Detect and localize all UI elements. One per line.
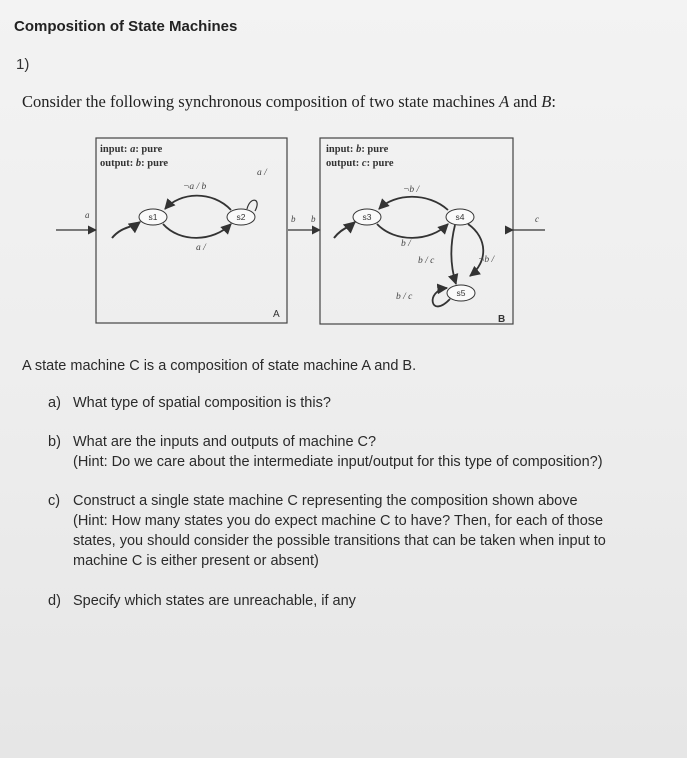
s1-initial-arrow (112, 222, 140, 238)
question-d-line-1: Specify which states are unreachable, if any (73, 593, 356, 609)
prompt-text-post: : (551, 92, 556, 111)
connector-label-left: b (291, 214, 296, 224)
question-c-line-1: Construct a single state machine C representing the composition shown above (73, 493, 578, 509)
question-c-line-4: machine C is either present or absent) (73, 553, 319, 569)
question-d (48, 591, 356, 611)
composition-diagram (0, 0, 687, 340)
machine-a-output: output: b: pure (100, 158, 169, 169)
question-c-line-3: states, you should consider the possible transitions that can be taken when input to (73, 533, 606, 549)
state-s3-label: s3 (362, 212, 372, 222)
description-text: A state machine C is a composition of state machine A and B. (22, 358, 417, 374)
machine-b-name: B (498, 314, 506, 325)
b-s4-self-loop (468, 224, 483, 276)
machine-a-name: A (273, 309, 280, 320)
question-c-line-2: (Hint: How many states you do expect machine C to have? Then, for each of those (73, 513, 604, 529)
machine-b-input: input: b: pure (326, 144, 389, 155)
question-c-letter: c) (48, 493, 61, 509)
a-transition-top-label: ¬a / b (183, 182, 207, 192)
a-transition-top (165, 196, 231, 210)
page-title: Composition of State Machines (14, 18, 238, 35)
s3-initial-arrow (334, 222, 355, 238)
b-s4-self-label: ¬b / (478, 255, 495, 265)
a-s2-self-loop (247, 200, 257, 211)
b-transition-s3-s4 (377, 224, 448, 238)
b-transition-s4-s5 (451, 225, 456, 284)
state-s5-label: s5 (456, 288, 466, 298)
question-a (48, 393, 331, 413)
question-number: 1) (16, 56, 30, 73)
prompt-text-pre: Consider the following synchronous composition of two state machines (22, 92, 500, 111)
b-transition-top-label: ¬b / (403, 185, 420, 195)
connector-label-right: b (311, 214, 316, 224)
state-s4-label: s4 (455, 212, 465, 222)
b-transition-s3-s4-label: b / (401, 239, 411, 249)
prompt-machine-b: B (541, 92, 552, 111)
b-transition-top (379, 197, 448, 210)
a-transition-bottom-label: a / (196, 243, 206, 253)
question-b-letter: b) (48, 434, 61, 450)
b-transition-s4-s5-label: b / c (418, 256, 435, 266)
question-c (48, 491, 606, 571)
question-b-line-2: (Hint: Do we care about the intermediate input/output for this type of composition?) (73, 454, 603, 470)
a-transition-bottom (163, 224, 231, 238)
machine-b-output: output: c: pure (326, 158, 394, 169)
machine-a-input: input: a: pure (100, 144, 163, 155)
question-d-letter: d) (48, 593, 61, 609)
a-s2-self-label: a / (257, 168, 267, 178)
state-s1-label: s1 (148, 212, 158, 222)
question-b-line-1: What are the inputs and outputs of machine C? (73, 434, 377, 450)
question-a-letter: a) (48, 395, 61, 411)
question-a-line-1: What type of spatial composition is this? (73, 395, 331, 411)
b-s5-self-label: b / c (396, 292, 413, 302)
prompt-text-and: and (509, 92, 542, 111)
state-s2-label: s2 (236, 212, 246, 222)
question-b (48, 432, 603, 472)
machine-b-output-arrow-label: c (535, 214, 539, 224)
prompt-machine-a: A (499, 92, 510, 111)
machine-a-input-arrow-label: a (85, 210, 90, 220)
